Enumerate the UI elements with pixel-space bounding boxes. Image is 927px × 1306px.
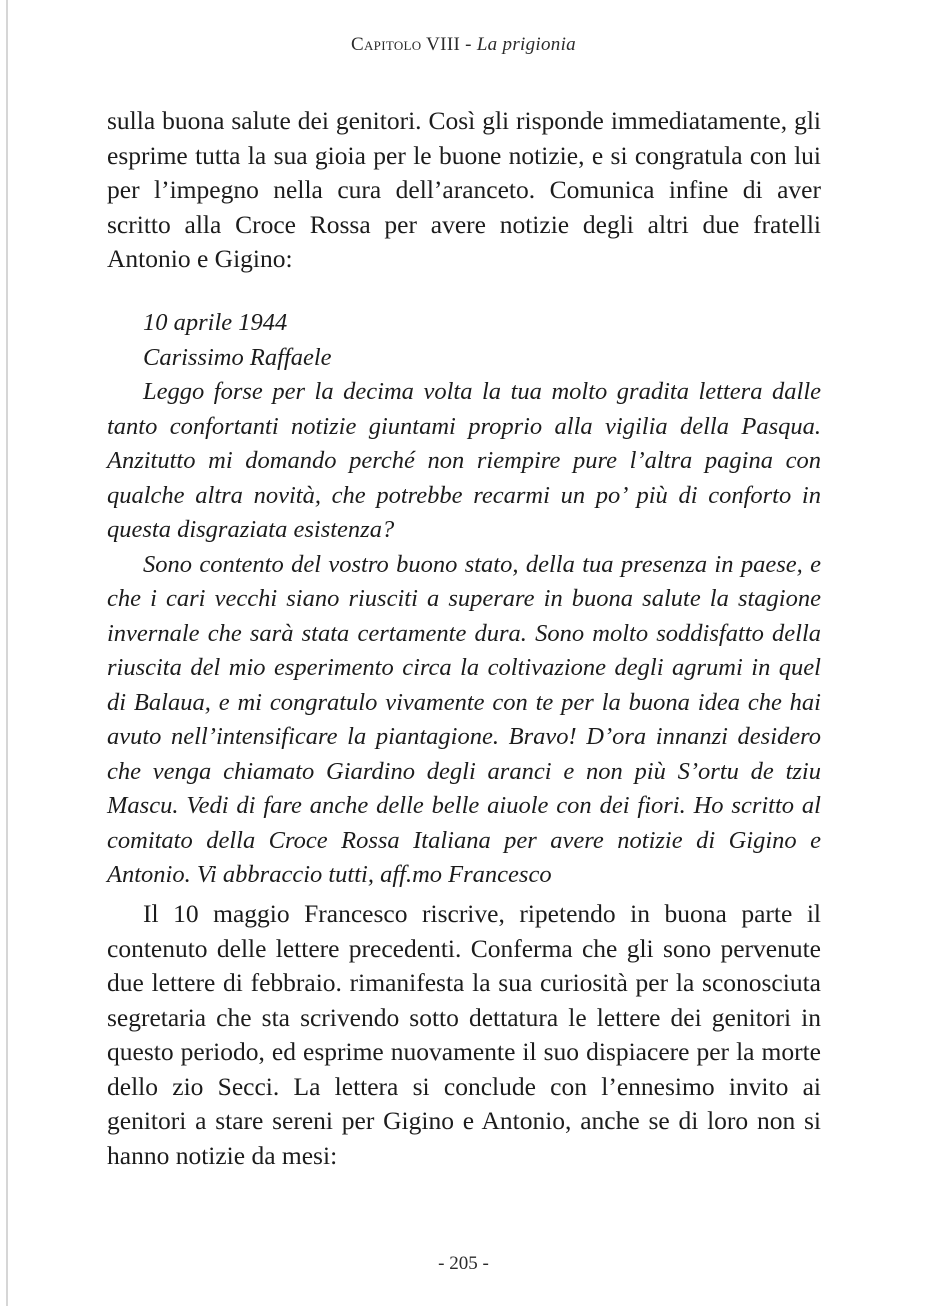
intro-paragraph-block	[107, 104, 821, 277]
intro-paragraph: sulla buona salute dei genitori. Così gli risponde immediatamente, gli esprime tutta la sua gioia per le buone notizie, e si congratula con lui per l’impegno nella cura dell’aranceto. Comunica infine di aver scritto alla Croce Rossa per avere notizie degli altri due fratelli Antonio e Gigino:	[107, 106, 821, 273]
letter-body-paragraph-2: Sono contento del vostro buono stato, della tua presenza in paese, e che i cari vecchi siano riusciti a superare in buona salute la stagione invernale che sarà stata certamente dura. Sono molto soddisfatto della riuscita del mio esperimento circa la coltivazione degli agrumi in quel di Balaua, e mi congratulo vivamente con te per la buona idea che hai avuto nell’intensificare la piantagione. Bravo! D’ora innanzi desidero che venga chiamato Giardino degli aranci e non più S’ortu de tziu Mascu. Vedi di fare anche delle belle aiuole con dei fiori. Ho scritto al comitato della Croce Rossa Italiana per avere notizie di Gigino e Antonio. Vi abbraccio tutti, aff.mo Francesco	[107, 550, 821, 888]
letter-heading	[107, 306, 821, 375]
closing-paragraph: Il 10 maggio Francesco riscrive, ripetendo in buona parte il contenuto delle lettere precedenti. Conferma che gli sono pervenute due lettere di febbraio. rimanifesta la sua curiosità per la sconosciuta segretaria che sta scrivendo sotto dettatura le lettere dei genitori in questo periodo, ed esprime nuovamente il suo dispiacere per la morte dello zio Secci. La lettera si conclude con l’ennesimo invito ai genitori a stare sereni per Gigino e Antonio, anche se di loro non si hanno notizie da mesi:	[107, 899, 821, 1170]
header-separator: -	[460, 34, 477, 55]
running-header	[0, 34, 927, 56]
page-edge	[6, 0, 8, 1306]
letter-salutation: Carissimo Raffaele	[143, 343, 332, 371]
letter-body-paragraph-1: Leggo forse per la decima volta la tua molto gradita lettera dalle tanto confortanti notizie giuntami proprio alla vigilia della Pasqua. Anzitutto mi domando perché non riempire pure l’altra pagina con qualche altra novità, che potrebbe recarmi un po’ più di conforto in questa disgraziata esistenza?	[107, 378, 821, 543]
closing-paragraph-block	[107, 897, 821, 1173]
letter-date: 10 aprile 1944	[143, 309, 288, 336]
chapter-subtitle: La prigionia	[476, 34, 576, 55]
quoted-letter	[107, 306, 821, 893]
chapter-label: Capitolo VIII	[351, 34, 461, 55]
page-number: - 205 -	[438, 1253, 489, 1274]
